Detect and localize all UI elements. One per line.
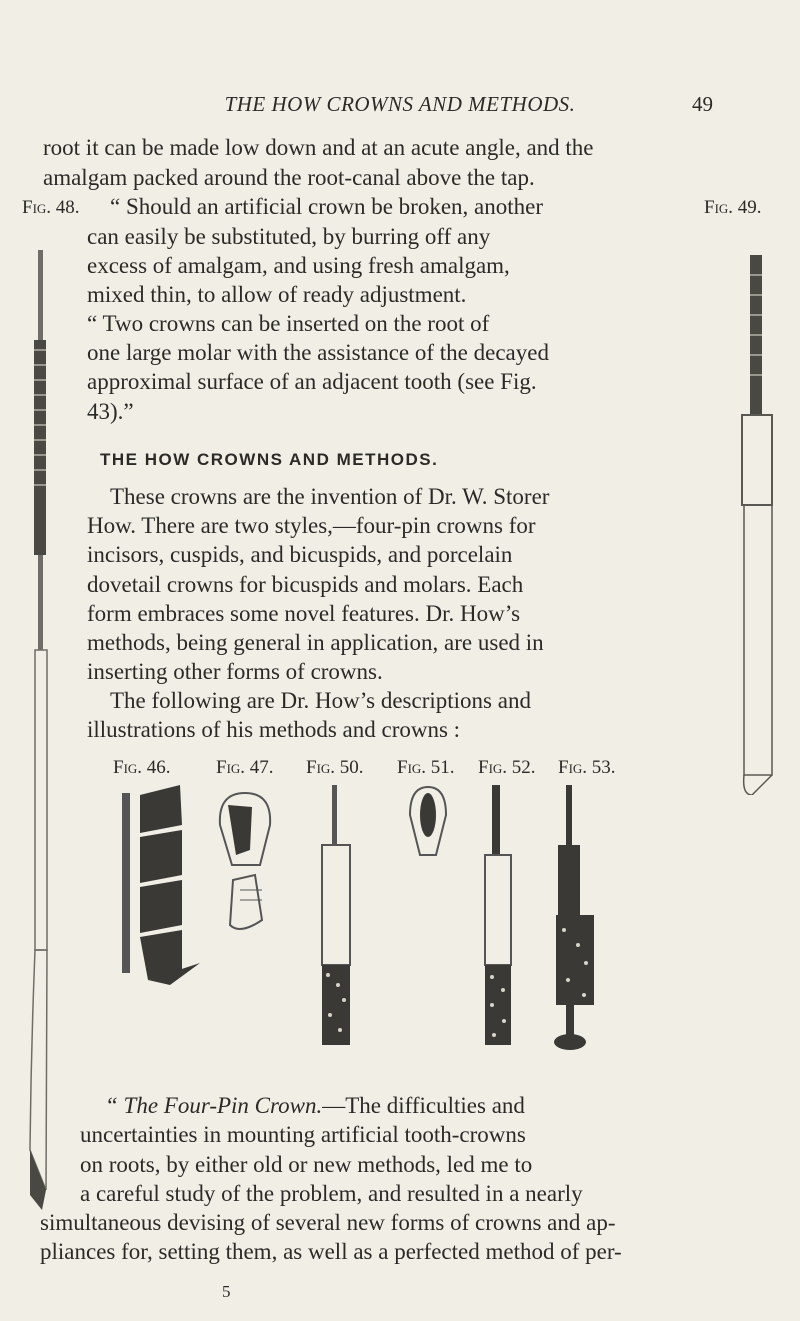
text-line: approximal surface of an adjacent tooth (see Fig.	[87, 369, 537, 394]
fig-51-illustration	[410, 787, 446, 855]
text-line: incisors, cuspids, and bicuspids, and porcelain	[87, 542, 513, 567]
text-line: How. There are two styles,—four-pin crowns for	[87, 513, 536, 538]
fig-50-label: Fig. 50.	[306, 757, 364, 778]
text-line: a careful study of the problem, and resulted in a nearly	[80, 1181, 583, 1206]
section-heading: THE HOW CROWNS AND METHODS.	[100, 450, 439, 469]
fig-53-label: Fig. 53.	[558, 757, 616, 778]
signature-mark: 5	[222, 1282, 231, 1301]
fig-49-illustration	[738, 235, 778, 795]
fig-46-label: Fig. 46.	[113, 757, 171, 778]
text-line: mixed thin, to allow of ready adjustment.	[87, 282, 467, 307]
fig-47-label: Fig. 47.	[216, 757, 274, 778]
four-pin-line-rest: —The difficulties and	[322, 1093, 525, 1118]
text-line: inserting other forms of crowns.	[87, 659, 383, 684]
text-line: 43).”	[87, 399, 134, 424]
fig-50-illustration	[322, 785, 350, 1045]
fig-51-label: Fig. 51.	[397, 757, 455, 778]
text-line: The following are Dr. How’s descriptions and	[110, 688, 531, 713]
text-line: on roots, by either old or new methods, led me to	[80, 1152, 533, 1177]
fig-52-label: Fig. 52.	[478, 757, 536, 778]
running-head: THE HOW CROWNS AND METHODS.	[224, 92, 576, 116]
text-line: uncertainties in mounting artificial tooth-crowns	[80, 1122, 526, 1147]
text-line: “ Should an artificial crown be broken, another	[110, 194, 544, 219]
text-line: methods, being general in application, are used in	[87, 630, 544, 655]
text-line: dovetail crowns for bicuspids and molars. Each	[87, 572, 524, 597]
text-line: form embraces some novel features. Dr. How’s	[87, 601, 521, 626]
page-number: 49	[692, 92, 713, 116]
fig-47-illustration	[220, 793, 270, 929]
fig-52-illustration	[485, 785, 511, 1045]
text-line: root it can be made low down and at an acute angle, and the	[43, 135, 594, 160]
text-line: “ Two crowns can be inserted on the root of	[87, 311, 490, 336]
text-line: pliances for, setting them, as well as a perfected method of per-	[40, 1239, 622, 1264]
fig-48-label: Fig. 48.	[22, 197, 80, 218]
text-line	[105, 1091, 525, 1121]
text-line: can easily be substituted, by burring off any	[87, 224, 491, 249]
fig-53-illustration	[554, 785, 594, 1050]
fig-49-label: Fig. 49.	[704, 197, 762, 218]
four-pin-title: “ The Four-Pin Crown.	[105, 1093, 323, 1118]
fig-48-illustration	[26, 250, 56, 1250]
fig-46-illustration	[122, 785, 200, 985]
text-line: illustrations of his methods and crowns :	[87, 717, 461, 742]
crown-figures-row	[100, 785, 680, 1065]
text-line: simultaneous devising of several new forms of crowns and ap-	[40, 1210, 616, 1235]
page-header	[0, 92, 800, 122]
text-line: amalgam packed around the root-canal above the tap.	[43, 165, 535, 190]
text-line: excess of amalgam, and using fresh amalgam,	[87, 253, 510, 278]
text-line: These crowns are the invention of Dr. W. Storer	[110, 484, 550, 509]
text-line: one large molar with the assistance of the decayed	[87, 340, 549, 365]
